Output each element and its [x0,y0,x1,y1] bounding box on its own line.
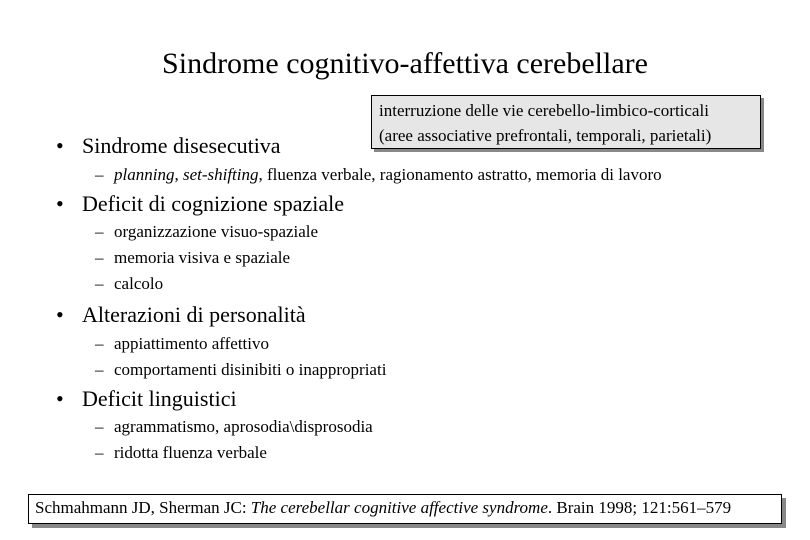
bullet-heading: Deficit di cognizione spaziale [82,191,345,216]
bullet-deficit-linguistici [56,384,237,414]
callout-line-1: interruzione delle vie cerebello-limbico-corticali [379,101,709,120]
callout-box [371,95,761,149]
sub-item-text: ridotta fluenza verbale [114,443,267,462]
dash-symbol: – [95,165,104,184]
sub-item-text: set-shifting [182,165,259,184]
reference-journal: . Brain 1998; 121:561–579 [547,498,732,517]
sub-item-text: appiattimento affettivo [114,334,270,353]
bullet-sindrome-disesecutiva [56,131,281,161]
slide-title: Sindrome cognitivo-affettiva cerebellare [162,47,648,80]
bullet-deficit-cognizione-spaziale [56,189,344,219]
sub-item-funzioni-esecutive [95,162,662,187]
sub-item-text: agrammatismo, aprosodia\disprosodia [114,417,373,436]
dash-symbol: – [95,334,104,353]
dash-symbol: – [95,274,104,293]
bullet-heading: Sindrome disesecutiva [82,133,281,158]
sub-item [95,245,290,270]
sub-item-text: , fluenza verbale, ragionamento astratto, memoria di lavoro [258,165,662,184]
sub-item [95,357,386,382]
bullet-symbol: • [56,133,64,158]
dash-symbol: – [95,248,104,267]
sub-item [95,271,163,296]
bullet-symbol: • [56,302,64,327]
callout-line-2: (aree associative prefrontali, temporali, parietali) [379,126,712,145]
bullet-alterazioni-personalita [56,300,306,330]
sub-item-text: organizzazione visuo-spaziale [114,222,319,241]
dash-symbol: – [95,443,104,462]
sub-item [95,414,373,439]
bullet-heading: Deficit linguistici [82,386,237,411]
bullet-symbol: • [56,191,64,216]
sub-item-text: memoria visiva e spaziale [114,248,291,267]
reference-authors: Schmahmann JD, Sherman JC: [35,498,251,517]
sub-item [95,440,267,465]
reference-citation [28,494,782,524]
bullet-symbol: • [56,386,64,411]
dash-symbol: – [95,360,104,379]
sub-item-text: planning [114,165,175,184]
sub-item-text: comportamenti disinibiti o inappropriati [114,360,387,379]
dash-symbol: – [95,222,104,241]
reference-article-title: The cerebellar cognitive affective syndrome [250,498,548,517]
dash-symbol: – [95,417,104,436]
sub-item [95,219,318,244]
sub-item-text: calcolo [114,274,164,293]
sub-item [95,331,269,356]
bullet-heading: Alterazioni di personalità [82,302,306,327]
sub-item-text: , [174,165,183,184]
